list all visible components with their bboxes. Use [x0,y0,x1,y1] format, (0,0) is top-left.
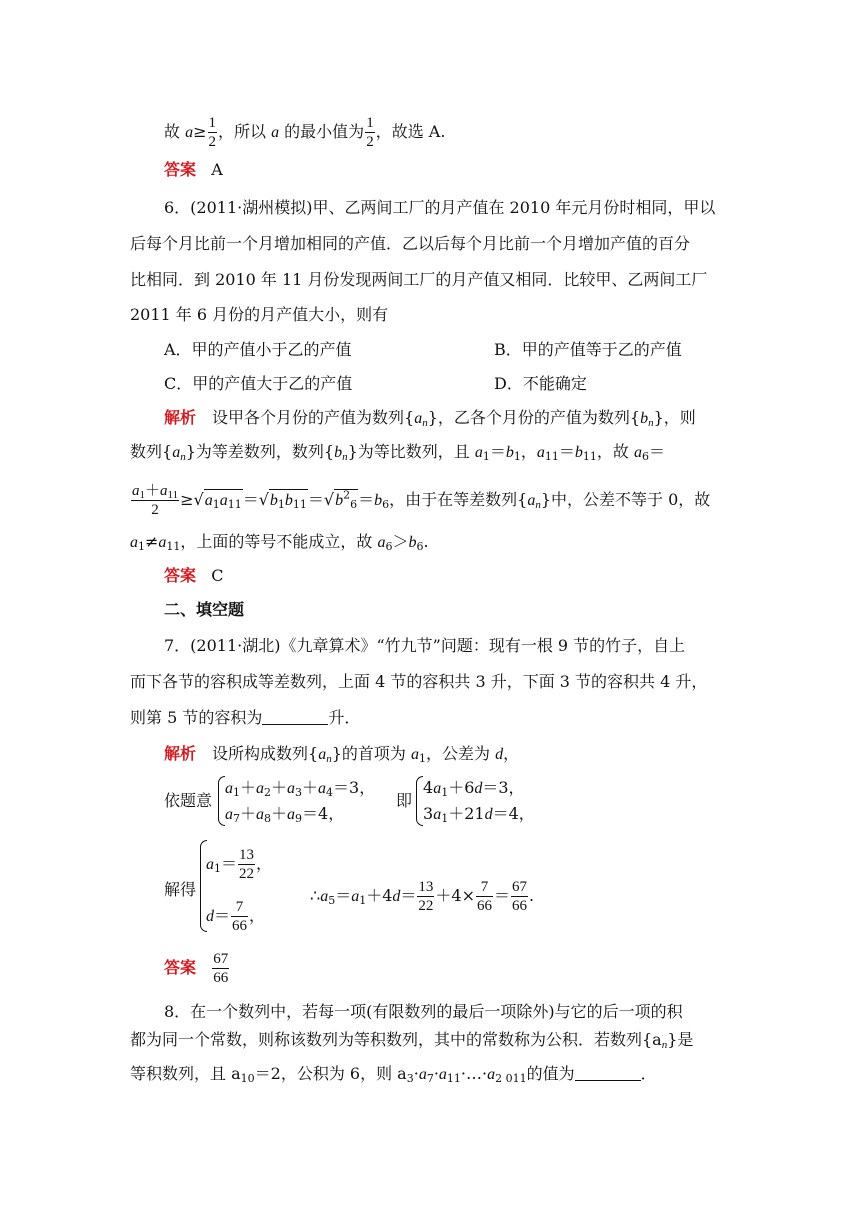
q6-option-d: D．不能确定 [494,374,587,393]
answer-label: 答案 [164,958,197,977]
text: 都为同一个常数，则称该数列为等积数列，其中的常数称为公积．若数列{a [130,1030,662,1049]
q6-analysis-line1: 解析 设甲各个月份的产值为数列$\{a_n\}$，乙各个月份的产值为数列$\{b_n\}$，则 [164,408,696,429]
q7-analysis-intro: 解析 设所构成数列$\{a_n\}$的首项为 $a_1$，公差为 d， [164,744,520,765]
analysis-label: 解析 [164,408,197,427]
ji-label: 即 [396,791,413,810]
q7-line3 [130,708,360,728]
system-brace [416,776,423,826]
q6-option-b: B．甲的产值等于乙的产值 [494,340,682,359]
text: ． [640,1064,657,1083]
answer-fraction: $\frac{67}{66}$ [213,951,229,986]
q6-line1: 6．(2011·湖州模拟)甲、乙两间工厂的月产值在 2010 年元月份时相同，甲以 [164,198,716,217]
text: }是 [667,1030,694,1049]
solution-a1: $a_1=$ $\frac{13}{22}$ ， [206,847,273,882]
intro-line [164,114,445,151]
q8-line3: 等积数列，且 $a_{10}=2$，公积为 6，则 $a_3\cdot a_7\cdot a_{11}\cdot\dots\cdot a_{2 011}$的值为 ． [130,1064,657,1085]
answer-line-q7 [164,950,230,987]
analysis-label: 解析 [164,744,197,763]
q6-line4: 2011 年 6 月份的月产值大小，则有 [130,305,389,324]
result-a5: $\therefore a_5=a_1+4d=$ $\frac{13}{22}$ ＋4× $\frac{7}{66}$ ＝ $\frac{67}{66}$ . [310,879,535,914]
answer-blank [575,1066,641,1081]
text: 的值为 [526,1064,575,1083]
text: 升． [328,708,361,727]
q6-analysis-line4: $a_1\ne a_{11}$，上面的等号不能成立，故 $a_6>b_6$. [130,532,429,553]
text: 则第 5 节的容积为 [130,708,263,727]
system-eq2: $a_7+a_8+a_9=4$， [225,804,345,825]
solution-d: d＝ $\frac{7}{66}$ ， [206,899,266,934]
var-a: a [271,124,280,141]
text: ＝2，公积为 6，则 a [254,1064,407,1083]
q6-option-a: A．甲的产值小于乙的产值 [164,340,352,359]
text: ，所以 [218,122,272,141]
answer-blank [262,710,328,725]
system-eq3: $4a_1+6d=3$， [423,778,525,799]
jiede-label: 解得 [164,880,197,899]
section-heading: 二、填空题 [164,600,245,619]
answer-label: 答案 [164,566,197,585]
q7-line1: 7．(2011·湖北)《九章算术》“竹九节”问题：现有一根 9 节的竹子，自上 [164,636,686,655]
text: ≥ [193,122,207,141]
answer-value: C [211,566,224,585]
q6-analysis-line3: $\frac{a_1+a_{11}}{2}$ $\ge√a_1a_{11}=√b_1b_{11}=√b^2_6=b_6$，由于在等差数列$\{a_n\}$中，公差不等于 0，故 [132,483,711,518]
q6-line2: 后每个月比前一个月增加相同的产值．乙以后每个月比前一个月增加产值的百分 [130,234,691,253]
q8-line1: 8．在一个数列中，若每一项(有限数列的最后一项除外)与它的后一项的积 [164,1002,683,1021]
text: 等积数列，且 a [130,1064,241,1083]
system-eq1: $a_1+a_2+a_3+a_4=3$， [225,778,376,799]
q6-option-c: C．甲的产值大于乙的产值 [164,374,353,393]
answer-label: 答案 [164,160,197,179]
system-eq4: $3a_1+21d=4$， [423,804,535,825]
q7-line2: 而下各节的容积成等差数列，上面 4 节的容积共 3 升，下面 3 节的容积共 4 升， [130,672,708,691]
q6-analysis-line2: 数列$\{a_n\}$为等差数列，数列$\{b_n\}$为等比数列，且 $a_1=b_1$，$a_{11}=b_{11}$，故 $a_6=$ [130,442,665,463]
text: 故 [164,122,186,141]
answer-line-q5 [164,160,223,180]
var-a: a [185,124,194,141]
text: ，故选 A. [375,122,446,141]
yitiyi-label: 依题意 [164,791,213,810]
text: 的最小值为 [279,122,365,141]
fraction: $\frac{1}{2}$ [208,115,216,150]
q8-line2: 都为同一个常数，则称该数列为等积数列，其中的常数称为公积．若数列$\{a_n\}$是 [130,1030,694,1051]
answer-value: A [211,160,223,179]
fraction: $\frac{1}{2}$ [366,115,374,150]
q6-line3: 比相同．到 2010 年 11 月份发现两间工厂的月产值又相同．比较甲、乙两间工厂 [130,270,708,289]
answer-line-q6 [164,566,224,586]
system-brace [218,776,225,826]
